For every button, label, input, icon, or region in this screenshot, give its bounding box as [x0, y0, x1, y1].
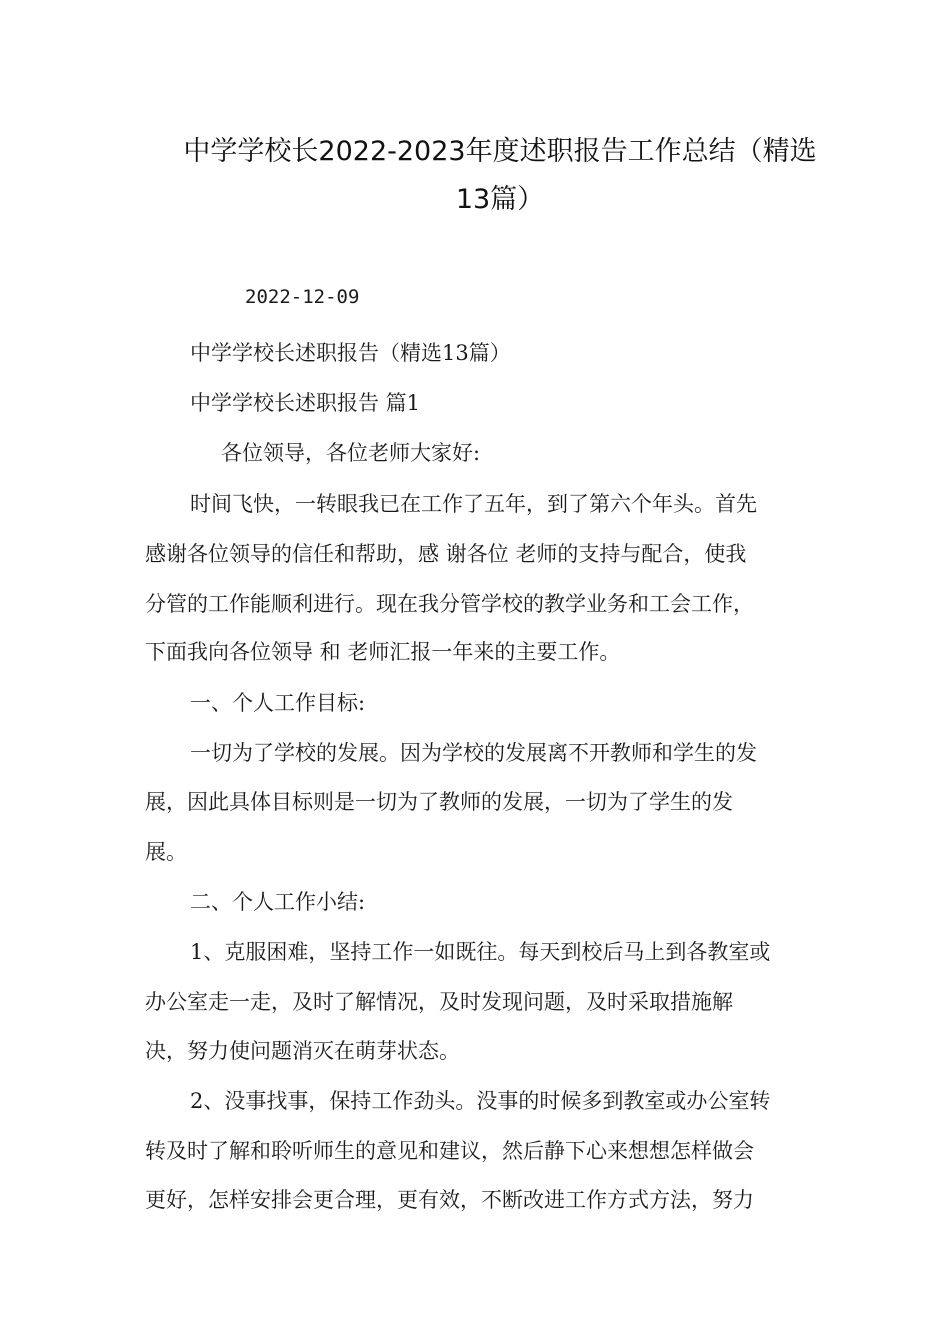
- para3-line: 办公室走一走，及时了解情况，及时发现问题，及时采取措施解: [145, 990, 733, 1014]
- para2-line: 展。: [145, 840, 187, 864]
- para3-line: 决，努力使问题消灭在萌芽状态。: [145, 1039, 460, 1063]
- greeting: 各位领导，各位老师大家好:: [221, 441, 481, 465]
- para1-line: 下面我向各位领导 和 老师汇报一年来的主要工作。: [145, 640, 621, 664]
- heading-personal-summary: 二、个人工作小结:: [190, 890, 366, 914]
- document-title: [150, 128, 850, 224]
- heading-personal-goal: 一、个人工作目标:: [190, 691, 366, 715]
- para4-line: 转及时了解和聆听师生的意见和建议，然后静下心来想想怎样做会: [145, 1139, 754, 1163]
- document-date: 2022-12-09: [245, 286, 360, 308]
- para1-line: 分管的工作能顺利进行。现在我分管学校的教学业务和工会工作，: [145, 592, 754, 616]
- para4-line: 更好，怎样安排会更合理，更有效，不断改进工作方式方法，努力: [145, 1188, 754, 1212]
- para4-line: 2、没事找事，保持工作劲头。没事的时候多到教室或办公室转: [190, 1089, 771, 1113]
- subtitle: 中学学校长述职报告（精选13篇）: [190, 341, 511, 365]
- para3-line: 1、克服困难，坚持工作一如既往。每天到校后马上到各教室或: [190, 940, 771, 964]
- title-line-2: 13篇）: [455, 184, 545, 215]
- title-line-1: 中学学校长2022-2023年度述职报告工作总结（精选: [183, 136, 817, 167]
- para2-line: 一切为了学校的发展。因为学校的发展离不开教师和学生的发: [190, 741, 757, 765]
- para1-line: 感谢各位领导的信任和帮助，感 谢各位 老师的支持与配合，使我: [145, 542, 747, 566]
- section-heading: 中学学校长述职报告 篇1: [190, 391, 421, 415]
- para1-line: 时间飞快，一转眼我已在工作了五年，到了第六个年头。首先: [190, 492, 757, 516]
- para2-line: 展，因此具体目标则是一切为了教师的发展，一切为了学生的发: [145, 790, 733, 814]
